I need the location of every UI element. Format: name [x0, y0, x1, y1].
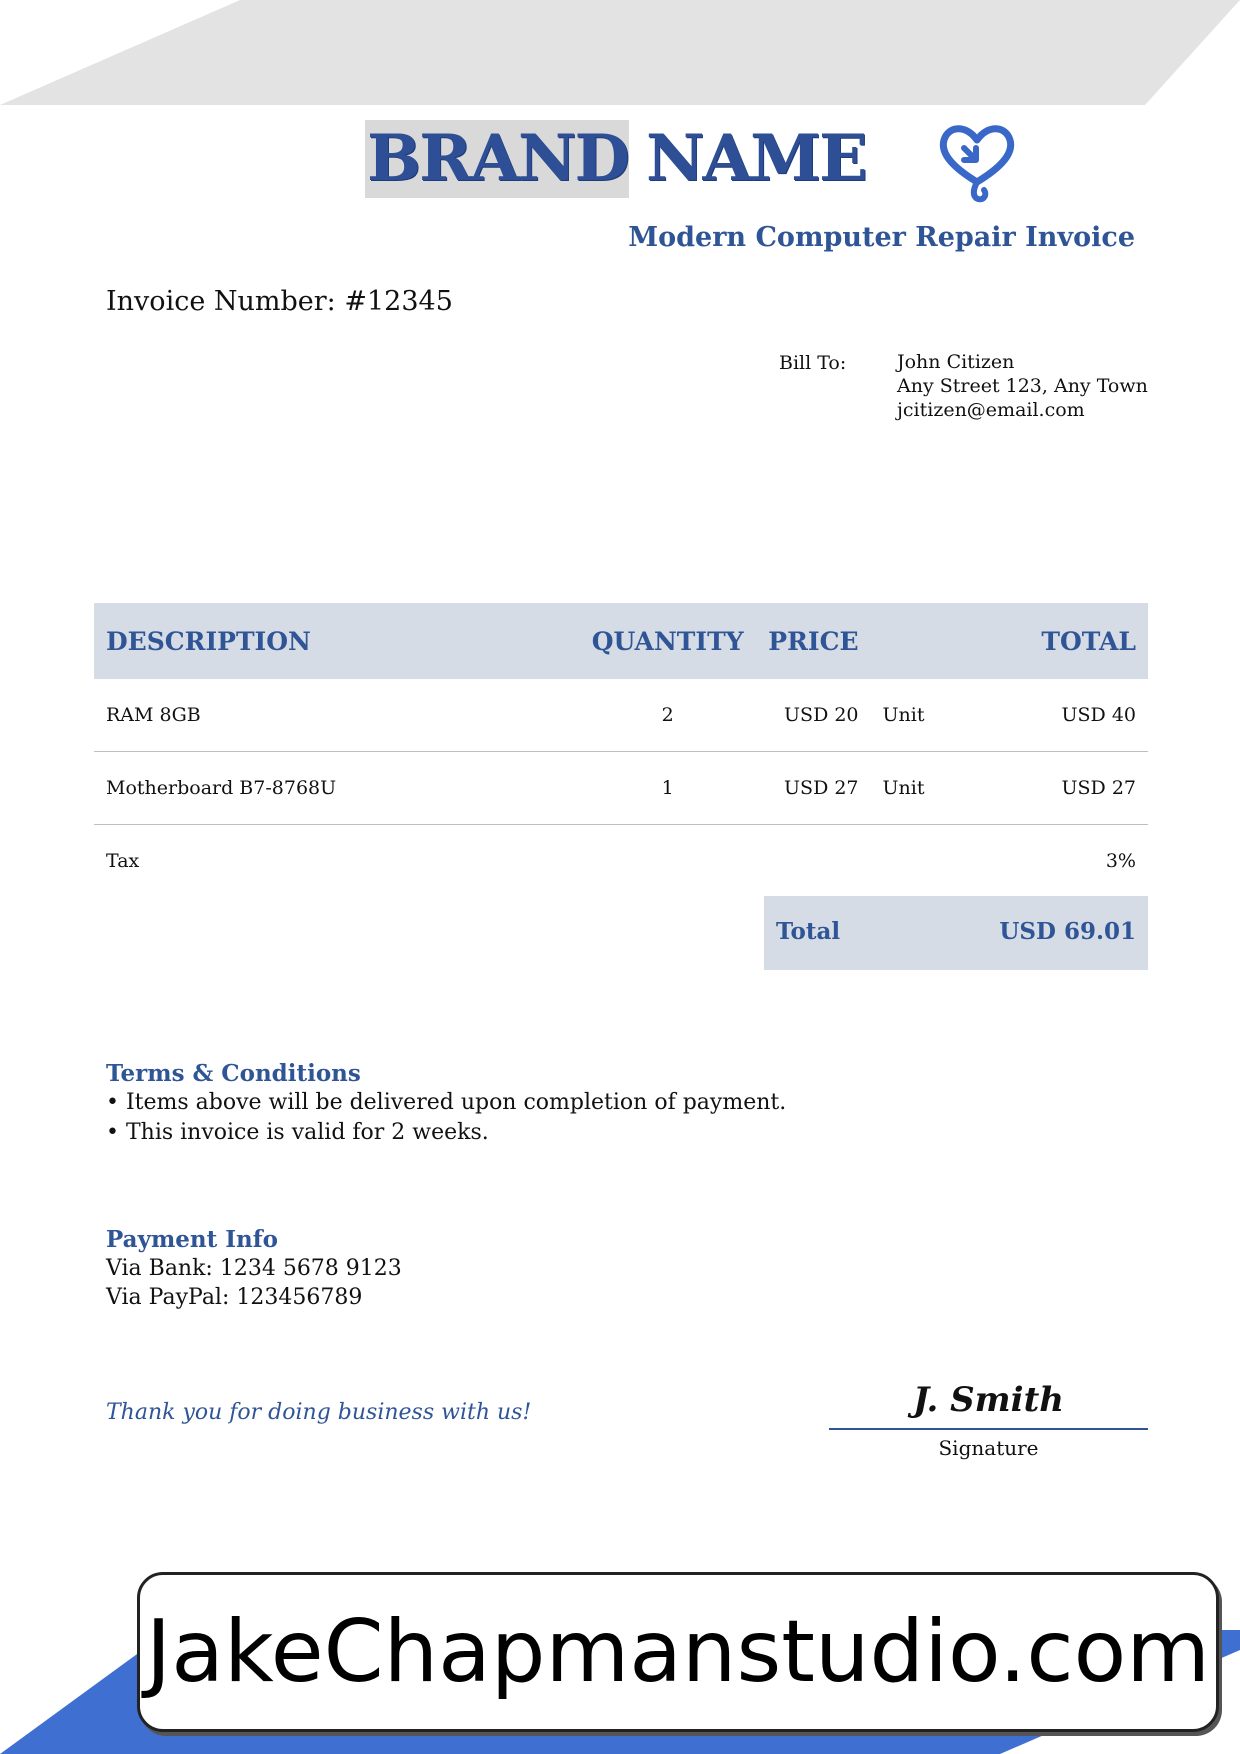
header-description: DESCRIPTION	[94, 603, 580, 679]
bill-to-email: jcitizen@email.com	[897, 399, 1085, 421]
tax-row	[94, 825, 1148, 898]
row-description: RAM 8GB	[94, 679, 580, 752]
grand-total-value: USD 69.01	[999, 918, 1136, 945]
payment-line-bank: Via Bank: 1234 5678 9123	[106, 1256, 402, 1281]
terms-item: • This invoice is valid for 2 weeks.	[106, 1120, 489, 1145]
bill-to-details	[897, 350, 1148, 422]
bill-to-label: Bill To:	[779, 352, 847, 374]
bill-to-address: Any Street 123, Any Town	[897, 375, 1148, 397]
table-header-row	[94, 603, 1148, 679]
header-unit-spacer	[871, 603, 970, 679]
row-quantity: 2	[580, 679, 756, 752]
brand-name-word-2: NAME	[646, 121, 866, 196]
signature-name: J. Smith	[913, 1380, 1064, 1420]
heart-swirl-icon	[934, 120, 1020, 206]
header-price: PRICE	[756, 603, 871, 679]
terms-item: • Items above will be delivered upon completion of payment.	[106, 1090, 787, 1115]
invoice-number-value: #12345	[344, 286, 453, 317]
row-total: USD 40	[970, 679, 1148, 752]
invoice-number-label: Invoice Number:	[106, 286, 336, 317]
signature-line	[829, 1428, 1148, 1430]
row-price: USD 27	[756, 752, 871, 825]
row-unit: Unit	[871, 752, 970, 825]
header-quantity: QUANTITY	[580, 603, 756, 679]
terms-heading: Terms & Conditions	[106, 1060, 361, 1087]
signature-label: Signature	[938, 1436, 1039, 1460]
tax-value: 3%	[1105, 850, 1136, 872]
row-total: USD 27	[970, 752, 1148, 825]
watermark-banner: JakeChapmanstudio.com	[137, 1572, 1219, 1732]
row-quantity: 1	[580, 752, 756, 825]
grand-total-label: Total	[776, 918, 841, 945]
payment-heading: Payment Info	[106, 1226, 278, 1253]
grand-total-box	[764, 896, 1148, 970]
document-title: Modern Computer Repair Invoice	[628, 222, 1135, 253]
top-decor-band	[0, 0, 1240, 110]
line-items-table	[94, 603, 1148, 897]
row-description: Motherboard B7-8768U	[94, 752, 580, 825]
row-unit: Unit	[871, 679, 970, 752]
bill-to-name: John Citizen	[897, 351, 1015, 373]
row-price: USD 20	[756, 679, 871, 752]
tax-label: Tax	[106, 850, 140, 872]
brand-name-word-1: BRAND	[367, 121, 628, 196]
payment-line-paypal: Via PayPal: 123456789	[106, 1285, 363, 1310]
invoice-number	[106, 286, 453, 317]
table-row	[94, 752, 1148, 825]
table-row	[94, 679, 1148, 752]
thank-you-note: Thank you for doing business with us!	[106, 1400, 532, 1425]
header-total: TOTAL	[970, 603, 1148, 679]
